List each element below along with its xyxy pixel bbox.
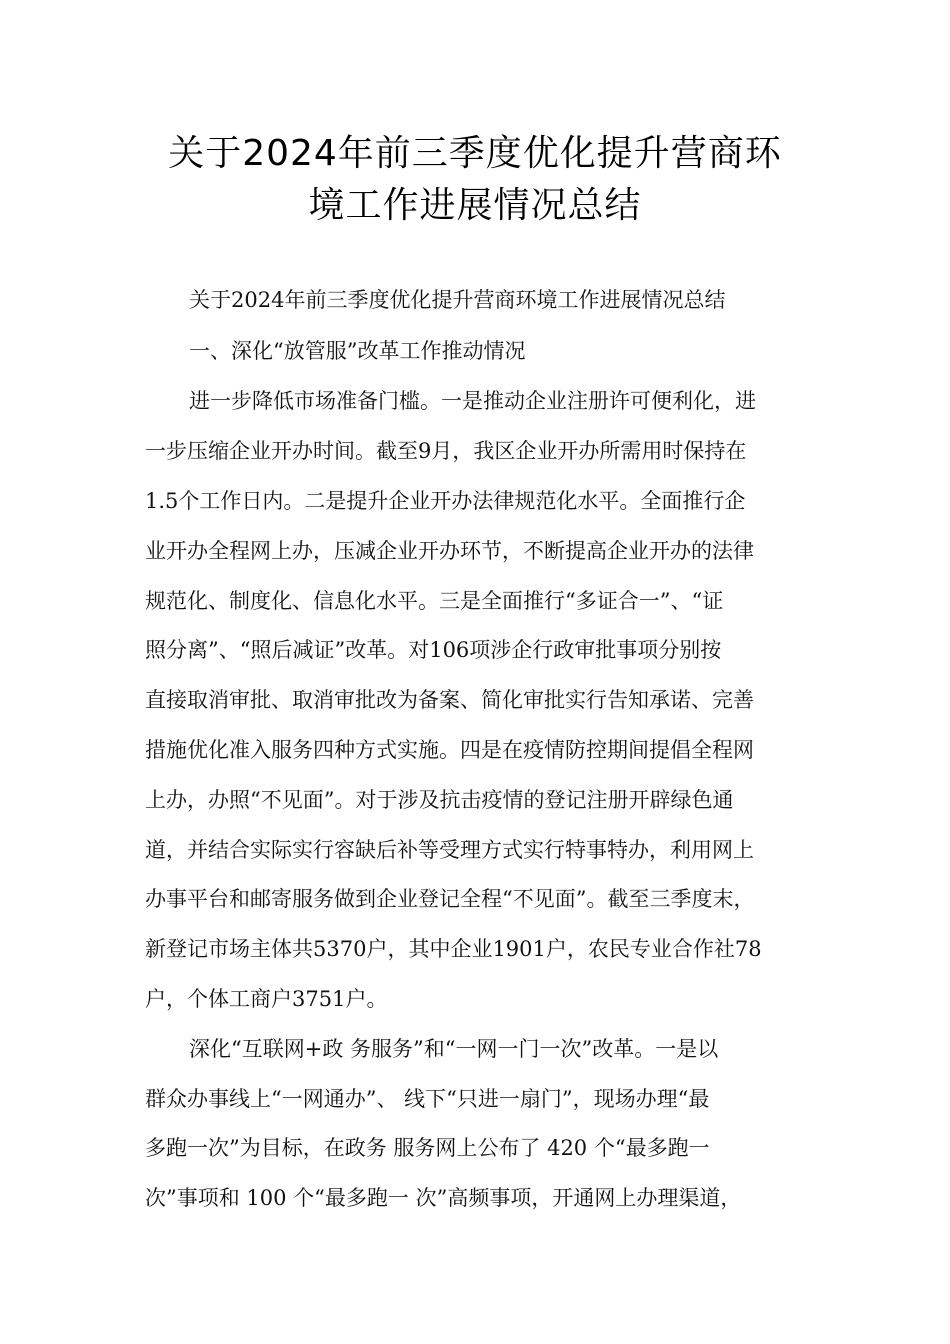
paragraph-1-line: 道，并结合实际实行容缺后补等受理方式实行特事特办，利用网上 — [145, 838, 754, 862]
paragraph-1-line: 办事平台和邮寄服务做到企业登记全程“不见面”。截至三季度末， — [145, 887, 755, 911]
paragraph-1-line: 业开办全程网上办，压减企业开办环节，不断提高企业开办的法律 — [145, 539, 754, 563]
paragraph-1-line: 措施优化准入服务四种方式实施。四是在疫情防控期间提倡全程网 — [145, 738, 754, 762]
paragraph-1-line: 一步压缩企业开办时间。截至9月，我区企业开办所需用时保持在 — [145, 439, 747, 463]
paragraph-2-line: 深化“互联网+政 务服务”和“一网一门一次”改革。一是以 — [189, 1037, 719, 1061]
paragraph-1-line: 规范化、制度化、信息化水平。三是全面推行“多证合一”、“证 — [145, 589, 724, 613]
paragraph-1-line: 照分离”、“照后减证”改革。对106项涉企行政审批事项分别按 — [145, 638, 722, 662]
paragraph-1-line: 新登记市场主体共5370户，其中企业1901户，农民专业合作社78 — [145, 937, 762, 961]
paragraph-2-line: 次”事项和 100 个“最多跑一 次”高频事项，开通网上办理渠道， — [145, 1186, 742, 1210]
section-heading: 一、深化“放管服”改革工作推动情况 — [189, 339, 526, 363]
paragraph-2-line: 多跑一次”为目标，在政务 服务网上公布了 420 个“最多跑一 — [145, 1136, 710, 1160]
document-subtitle: 关于2024年前三季度优化提升营商环境工作进展情况总结 — [189, 288, 726, 312]
paragraph-1-line: 上办，办照“不见面”。对于涉及抗击疫情的登记注册开辟绿色通 — [145, 788, 734, 812]
document-title-line-1: 关于2024年前三季度优化提升营商环 — [168, 133, 782, 174]
paragraph-1-line: 进一步降低市场准备门槛。一是推动企业注册许可便利化，进 — [189, 389, 756, 413]
document-title-line-2: 境工作进展情况总结 — [308, 185, 642, 226]
paragraph-2-line: 群众办事线上“一网通办”、 线下“只进一扇门”，现场办理“最 — [145, 1087, 710, 1111]
paragraph-1-line: 户，个体工商户3751户。 — [145, 987, 388, 1011]
paragraph-1-line: 直接取消审批、取消审批改为备案、简化审批实行告知承诺、完善 — [145, 688, 754, 712]
paragraph-1-line: 1.5个工作日内。二是提升企业开办法律规范化水平。全面推行企 — [145, 489, 746, 513]
